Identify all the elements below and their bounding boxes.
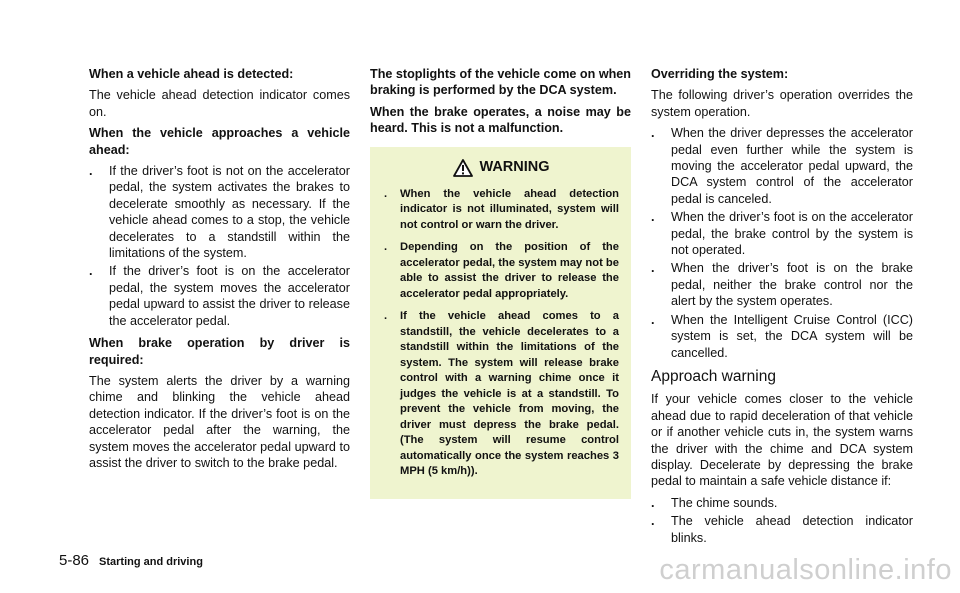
list-item: . If the vehicle ahead comes to a standstill, the vehicle decelerates to a standstill within the limitations of the system. The system will release brake control with a warning chime once it judges the vehicle is at a standstill. To prevent the vehicle from moving, the driver must depress the brake pedal. (The system will resume control automatically once the system reaches 3 MPH (5 km/h)).	[384, 310, 619, 478]
list-item: . If the driver’s foot is on the accelerator pedal, the system moves the accelerator pedal upward to assist the driver to release the accelerator pedal.	[89, 264, 350, 328]
bullet-icon: .	[651, 261, 655, 276]
list-item: . When the driver’s foot is on the brake pedal, neither the brake control nor the alert by the system operates.	[651, 261, 913, 309]
bullet-icon: .	[384, 241, 388, 254]
paragraph: The vehicle ahead detection indicator comes on.	[89, 88, 350, 119]
bullet-icon: .	[384, 310, 388, 323]
paragraph: The system alerts the driver by a warning chime and blinking the vehicle ahead detection indicator. If the driver’s foot is on the accelerator pedal after the warning, the system moves the accelerator pedal upward to assist the driver to switch to the brake pedal.	[89, 373, 350, 470]
watermark: carmanualsonline.info	[659, 554, 952, 586]
warning-list	[384, 187, 619, 480]
subheading-brake-required: When brake operation by driver is required:	[89, 336, 350, 367]
bullet-icon: .	[651, 495, 655, 510]
bullet-icon: .	[89, 164, 93, 179]
list-item: . When the driver depresses the accelerator pedal even further while the system is moving the accelerator pedal upward, the DCA system control of the accelerator pedal is canceled.	[651, 126, 913, 206]
page-footer	[59, 552, 203, 569]
subheading-approaches: When the vehicle approaches a vehicle ahead:	[89, 126, 350, 157]
column-1	[89, 66, 350, 476]
bullet-icon: .	[651, 210, 655, 225]
bullet-list	[651, 125, 913, 361]
subheading-overriding: Overriding the system:	[651, 67, 789, 81]
section-label: Starting and driving	[99, 556, 203, 568]
list-item: . The vehicle ahead detection indicator blinks.	[651, 514, 913, 545]
list-item: . When the driver’s foot is on the accelerator pedal, the brake control by the system is not operated.	[651, 210, 913, 258]
warning-label: WARNING	[479, 158, 550, 175]
list-item: . Depending on the position of the accelerator pedal, the system may not be able to assist the driver to release the accelerator pedal appropriately.	[384, 241, 619, 300]
paragraph-noise: When the brake operates, a noise may be heard. This is not a malfunction.	[370, 104, 631, 136]
bullet-icon: .	[89, 264, 93, 279]
list-item: . The chime sounds.	[651, 495, 778, 510]
bullet-icon: .	[384, 187, 388, 200]
paragraph: The following driver’s operation overrides the system operation.	[651, 88, 913, 119]
bullet-icon: .	[651, 126, 655, 141]
section-title: Approach warning	[651, 367, 776, 385]
warning-box	[370, 147, 631, 499]
paragraph-stoplights: The stoplights of the vehicle come on when braking is performed by the DCA system.	[370, 67, 632, 98]
warning-triangle-icon	[453, 159, 473, 177]
bullet-list	[89, 163, 350, 329]
bullet-list	[651, 495, 913, 546]
subheading-vehicle-detected: When a vehicle ahead is detected:	[89, 67, 294, 81]
paragraph: If your vehicle comes closer to the vehicle ahead due to rapid deceleration of that vehicle or if another vehicle cuts in, the system warns the driver with the chime and DCA system display. Decelerate by depressing the brake pedal to maintain a safe vehicle distance if:	[651, 392, 913, 489]
page-number: 5-86	[59, 552, 90, 569]
column-2	[370, 66, 631, 499]
column-3	[651, 66, 913, 552]
warning-title	[384, 159, 619, 177]
bullet-icon: .	[651, 514, 655, 529]
bullet-icon: .	[651, 312, 655, 327]
list-item: . When the vehicle ahead detection indicator is not illuminated, system will not control or warn the driver.	[384, 187, 619, 231]
list-item: . When the Intelligent Cruise Control (ICC) system is set, the DCA system will be cancelled.	[651, 312, 913, 360]
list-item: . If the driver’s foot is not on the accelerator pedal, the system activates the brakes to decelerate smoothly as necessary. If the vehicle ahead comes to a stop, the vehicle decelerates to a standstill within the limitations of the system.	[89, 164, 350, 261]
